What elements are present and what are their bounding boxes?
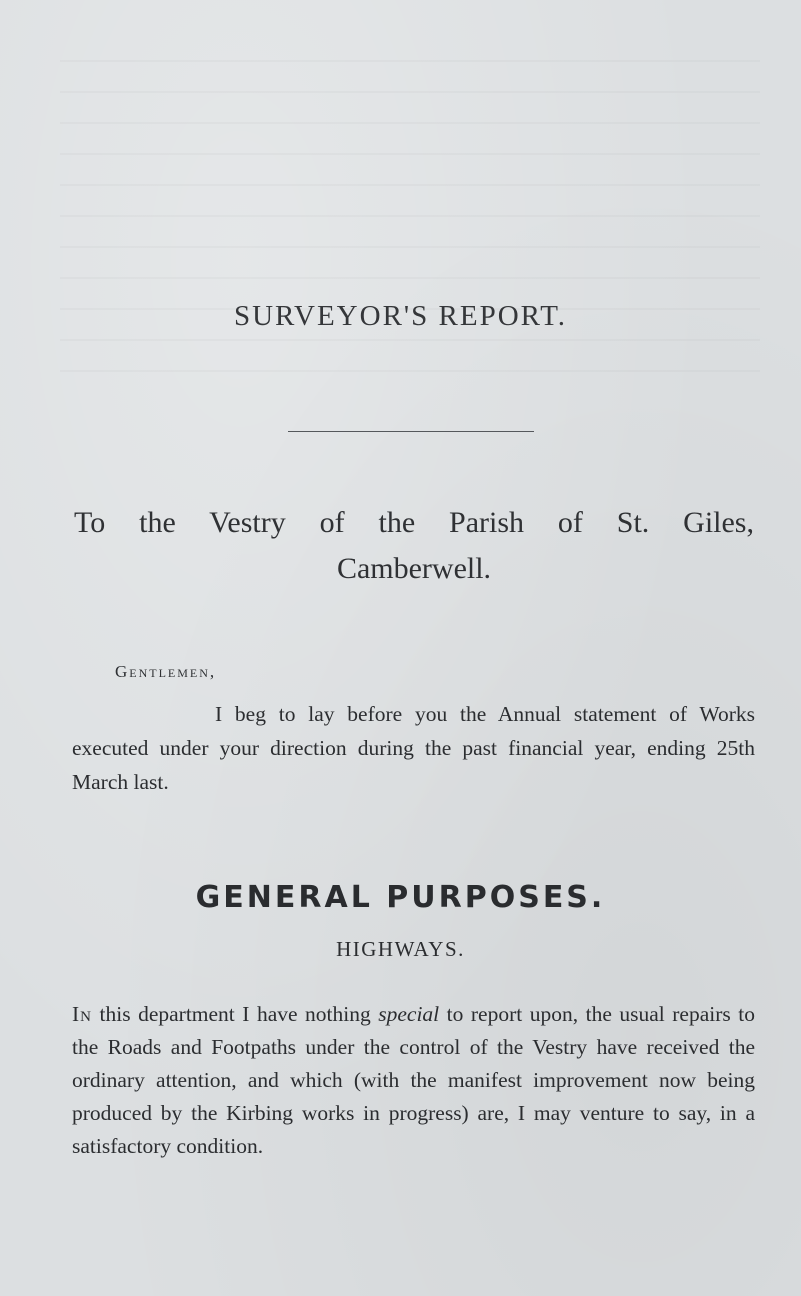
address-line-1: To the Vestry of the Parish of St. Giles,: [74, 506, 754, 539]
paragraph-text-1: this department I have nothing: [92, 1002, 379, 1026]
paragraph-emphasis: special: [378, 1002, 440, 1026]
address-block: [74, 500, 754, 592]
paragraph-lead: In: [72, 1002, 92, 1026]
salutation: Gentlemen,: [115, 662, 217, 681]
address-line-2: Camberwell.: [336, 552, 492, 585]
report-title: SURVEYOR'S REPORT.: [233, 300, 568, 332]
section-heading: GENERAL PURPOSES.: [195, 880, 606, 915]
intro-paragraph: I beg to lay before you the Annual statement of Works executed under your direction during the past financial year, ending 25th March last.: [72, 702, 755, 794]
subsection-heading: HIGHWAYS.: [336, 937, 465, 961]
title-divider: [288, 431, 534, 432]
highways-paragraph: [72, 998, 755, 1163]
paragraph-text-2: to report upon, the usual repairs to the Roads and Footpaths under the control of the Vestry have received the ordinary attention, and which (with the manifest improvement now being produced by the Kirbing works in progress) are, I may venture to say, in a satisfactory condition.: [72, 1002, 755, 1158]
